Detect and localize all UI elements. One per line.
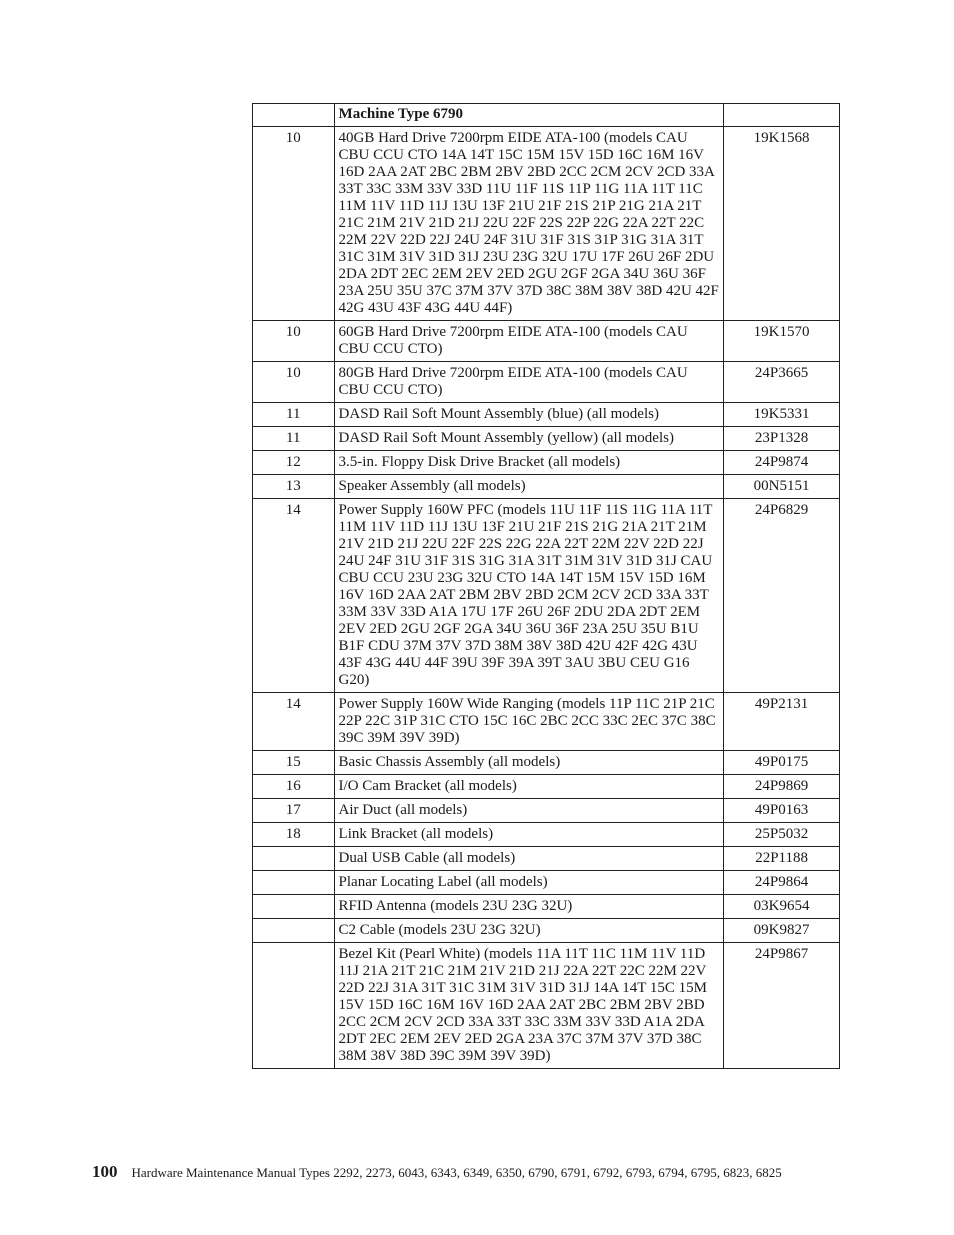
row-description-cell: C2 Cable (models 23U 23G 32U)	[334, 919, 724, 943]
row-description-cell: I/O Cam Bracket (all models)	[334, 775, 724, 799]
row-description-cell: DASD Rail Soft Mount Assembly (blue) (all models)	[334, 403, 724, 427]
row-fru-cell: 49P2131	[724, 693, 840, 751]
header-index-cell	[253, 104, 335, 127]
row-index-cell: 18	[253, 823, 335, 847]
row-index-cell: 10	[253, 321, 335, 362]
footer-title: Hardware Maintenance Manual Types 2292, 2273, 6043, 6343, 6349, 6350, 6790, 6791, 6792, 6793, 6794, 6795, 6823, 6825	[131, 1165, 782, 1180]
table-header-row	[253, 104, 840, 127]
table-row	[253, 895, 840, 919]
row-description-cell: Planar Locating Label (all models)	[334, 871, 724, 895]
table-row	[253, 847, 840, 871]
row-description-cell: 3.5-in. Floppy Disk Drive Bracket (all models)	[334, 451, 724, 475]
table-row	[253, 321, 840, 362]
table-row	[253, 775, 840, 799]
row-fru-cell: 09K9827	[724, 919, 840, 943]
table-row	[253, 919, 840, 943]
row-fru-cell: 19K1570	[724, 321, 840, 362]
row-index-cell: 10	[253, 362, 335, 403]
row-fru-cell: 24P3665	[724, 362, 840, 403]
row-description-cell: 80GB Hard Drive 7200rpm EIDE ATA-100 (models CAU CBU CCU CTO)	[334, 362, 724, 403]
row-fru-cell: 23P1328	[724, 427, 840, 451]
row-index-cell	[253, 847, 335, 871]
row-description-cell: Link Bracket (all models)	[334, 823, 724, 847]
row-index-cell: 16	[253, 775, 335, 799]
table-row	[253, 427, 840, 451]
row-index-cell: 12	[253, 451, 335, 475]
header-fru-cell	[724, 104, 840, 127]
row-index-cell: 13	[253, 475, 335, 499]
row-index-cell: 11	[253, 403, 335, 427]
row-index-cell: 10	[253, 127, 335, 321]
row-index-cell: 17	[253, 799, 335, 823]
row-description-cell: Basic Chassis Assembly (all models)	[334, 751, 724, 775]
row-fru-cell: 24P9869	[724, 775, 840, 799]
row-fru-cell: 25P5032	[724, 823, 840, 847]
table-row	[253, 451, 840, 475]
row-fru-cell: 24P6829	[724, 499, 840, 693]
row-fru-cell: 19K5331	[724, 403, 840, 427]
table-row	[253, 127, 840, 321]
row-description-cell: Air Duct (all models)	[334, 799, 724, 823]
row-index-cell: 14	[253, 499, 335, 693]
row-description-cell: 60GB Hard Drive 7200rpm EIDE ATA-100 (models CAU CBU CCU CTO)	[334, 321, 724, 362]
row-description-cell: 40GB Hard Drive 7200rpm EIDE ATA-100 (models CAU CBU CCU CTO 14A 14T 15C 15M 15V 15D 16C 16M 16V 16D 2AA 2AT 2BC 2BM 2BV 2BD 2CC 2CM 2CV 2CD 33A 33T 33C 33M 33V 33D 11U 11F 11S 11P 11G 11A 11T 11C 11M 11V 11D 11J 13U 13F 21U 21F 21S 21P 21G 21A 21T 21C 21M 21V 21D 21J 22U 22F 22S 22P 22G 22A 22T 22C 22M 22V 22D 22J 24U 24F 31U 31F 31S 31P 31G 31A 31T 31C 31M 31V 31D 31J 23U 23G 32U 17U 17F 26U 26F 2DU 2DA 2DT 2EC 2EM 2EV 2ED 2GU 2GF 2GA 34U 36U 36F 23A 25U 35U 37C 37M 37V 37D 38C 38M 38V 38D 42U 42F 42G 43U 43F 43G 44U 44F)	[334, 127, 724, 321]
row-index-cell	[253, 871, 335, 895]
table-row	[253, 362, 840, 403]
row-description-cell: Dual USB Cable (all models)	[334, 847, 724, 871]
table-row	[253, 499, 840, 693]
row-index-cell	[253, 943, 335, 1069]
table-row	[253, 693, 840, 751]
row-index-cell: 14	[253, 693, 335, 751]
parts-table-body	[253, 104, 840, 1069]
table-row	[253, 823, 840, 847]
row-fru-cell: 00N5151	[724, 475, 840, 499]
table-row	[253, 403, 840, 427]
row-description-cell: Power Supply 160W Wide Ranging (models 11P 11C 21P 21C 22P 22C 31P 31C CTO 15C 16C 2BC 2CC 33C 2EC 37C 38C 39C 39M 39V 39D)	[334, 693, 724, 751]
row-index-cell	[253, 919, 335, 943]
header-machine-type: Machine Type 6790	[334, 104, 724, 127]
row-index-cell: 11	[253, 427, 335, 451]
row-fru-cell: 49P0163	[724, 799, 840, 823]
row-fru-cell: 24P9874	[724, 451, 840, 475]
row-fru-cell: 19K1568	[724, 127, 840, 321]
row-index-cell: 15	[253, 751, 335, 775]
page-footer	[92, 1162, 782, 1182]
row-description-cell: Power Supply 160W PFC (models 11U 11F 11S 11G 11A 11T 11M 11V 11D 11J 13U 13F 21U 21F 21S 21G 21A 21T 21M 21V 21D 21J 22U 22F 22S 22G 22A 22T 22M 22V 22D 22J 24U 24F 31U 31F 31S 31G 31A 31T 31M 31V 31D 31J CAU CBU CCU 23U 23G 32U CTO 14A 14T 15M 15V 15D 16M 16V 16D 2AA 2AT 2BM 2BV 2BD 2CM 2CV 2CD 33A 33T 33M 33V 33D A1A 17U 17F 26U 26F 2DU 2DA 2DT 2EM 2EV 2ED 2GU 2GF 2GA 34U 36U 36F 23A 25U 35U B1U B1F CDU 37M 37V 37D 38M 38V 38D 42U 42F 42G 43U 43F 43G 44U 44F 39U 39F 39A 39T 3AU 3BU CEU G16 G20)	[334, 499, 724, 693]
row-description-cell: Bezel Kit (Pearl White) (models 11A 11T 11C 11M 11V 11D 11J 21A 21T 21C 21M 21V 21D 21J 22A 22T 22C 22M 22V 22D 22J 31A 31T 31C 31M 31V 31D 31J 14A 14T 15C 15M 15V 15D 16C 16M 16V 16D 2AA 2AT 2BC 2BM 2BV 2BD 2CC 2CM 2CV 2CD 33A 33T 33C 33M 33V 33D A1A 2DA 2DT 2EC 2EM 2EV 2ED 2GA 23A 37C 37M 37V 37D 38C 38M 38V 38D 39C 39M 39V 39D)	[334, 943, 724, 1069]
table-row	[253, 943, 840, 1069]
page-number: 100	[92, 1162, 118, 1181]
row-fru-cell: 22P1188	[724, 847, 840, 871]
row-description-cell: DASD Rail Soft Mount Assembly (yellow) (all models)	[334, 427, 724, 451]
row-fru-cell: 24P9867	[724, 943, 840, 1069]
table-row	[253, 871, 840, 895]
row-fru-cell: 03K9654	[724, 895, 840, 919]
row-description-cell: Speaker Assembly (all models)	[334, 475, 724, 499]
row-description-cell: RFID Antenna (models 23U 23G 32U)	[334, 895, 724, 919]
row-fru-cell: 24P9864	[724, 871, 840, 895]
table-row	[253, 475, 840, 499]
parts-table	[252, 103, 840, 1069]
table-row	[253, 751, 840, 775]
table-row	[253, 799, 840, 823]
row-index-cell	[253, 895, 335, 919]
row-fru-cell: 49P0175	[724, 751, 840, 775]
